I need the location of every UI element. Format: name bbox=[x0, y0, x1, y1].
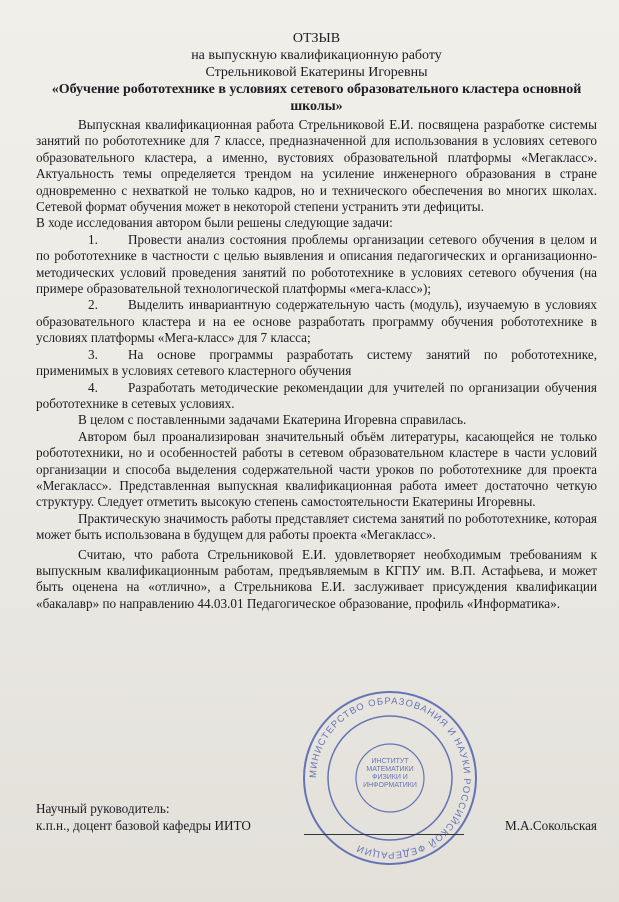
practical-paragraph: Практическую значимость работы представляет система занятий по робототехнике, которая может быть использована в будущем для работы проекта «Мегакласс». bbox=[36, 510, 597, 543]
signature-name: М.А.Сокольская bbox=[505, 818, 597, 833]
document-title: ОТЗЫВ bbox=[292, 31, 341, 46]
task-text: Провести анализ состояния проблемы организации сетевого обучения в целом и по робототехнике в частности с целью выявления и описания педагогических и организационно-методических условий проведения занятий по робототехнике в условиях сетевого обучения (на примере образовательной технологической платформы «мега-класс»); bbox=[36, 231, 597, 297]
task-number: 1. bbox=[88, 231, 98, 247]
task-number: 2. bbox=[88, 297, 98, 313]
task-item bbox=[36, 380, 597, 413]
student-name: Стрельниковой Екатерины Игоревны bbox=[205, 65, 428, 80]
document-body bbox=[36, 117, 597, 612]
document-header bbox=[36, 30, 597, 115]
task-item bbox=[36, 297, 597, 346]
tasks-intro: В ходе исследования автором были решены следующие задачи: bbox=[36, 215, 393, 231]
thesis-topic: «Обучение робототехнике в условиях сетевого образовательного кластера основной школы» bbox=[51, 82, 582, 114]
stamp-outer-text: МИНИСТЕРСТВО ОБРАЗОВАНИЯ И НАУКИ РОССИЙСКОЙ ФЕДЕРАЦИИ bbox=[307, 695, 473, 861]
task-text: Выделить инвариантную содержательную часть (модуль), изучаемую в условиях образовательного кластера и на ее основе разработать программу обучения робототехнике в условиях платформы «Мега-класс» для 7 класса; bbox=[36, 297, 597, 346]
coping-paragraph: В целом с поставленными задачами Екатерина Игоревна справилась. bbox=[78, 412, 467, 428]
task-number: 4. bbox=[88, 379, 98, 395]
document-subtitle: на выпускную квалификационную работу bbox=[191, 48, 442, 63]
task-text: На основе программы разработать систему занятий по робототехнике, применимых в условиях сетевого кластерного обучения bbox=[36, 346, 597, 379]
literature-paragraph: Автором был проанализирован значительный объём литературы, касающейся не только робототехники, но и особенностей работы в сетевом образовательном кластере в части условий организации и способа выделения содержательной части уроков по робототехнике для проекта «Мегакласс». Представленная выпускная квалификационная работа имеет достаточно четкую структуру. Следует отметить высокую степень самостоятельности Екатерины Игоревны. bbox=[36, 428, 597, 510]
stamp-inner-text: ИНСТИТУТ МАТЕМАТИКИ ФИЗИКИ И ИНФОРМАТИКИ bbox=[363, 758, 417, 789]
task-item bbox=[36, 232, 597, 298]
signature-position: к.п.н., доцент базовой кафедры ИИТО bbox=[36, 818, 251, 833]
institution-stamp bbox=[300, 688, 480, 868]
conclusion-paragraph: Считаю, что работа Стрельниковой Е.И. удовлетворяет необходимым требованиям к выпускным квалификационным работам, предъявляемым в КГПУ им. В.П. Астафьева, и может быть оценена на «отлично», а Стрельникова Е.И. заслуживает присуждения квалификации «бакалавр» по направлению 44.03.01 Педагогическое образование, профиль «Информатика». bbox=[36, 546, 597, 611]
signature-block bbox=[36, 800, 597, 834]
task-number: 3. bbox=[88, 346, 98, 362]
task-text: Разработать методические рекомендации для учителей по организации обучения робототехнике в сетевых условиях. bbox=[36, 379, 597, 411]
signature-role: Научный руководитель: bbox=[36, 801, 170, 816]
intro-paragraph: Выпускная квалификационная работа Стрельниковой Е.И. посвящена разработке системы занятий по робототехнике для 7 классе, предназначенной для использования в условиях сетевого образовательного кластера, а именно, вустовиях образовательной платформы «Мегакласс». Актуальность темы определяется трендом на усиление инженерного образования в стране одновременно с нехваткой не только кадров, но и технического обеспечения во многих школах. Сетевой формат обучения может в некоторой степени устранить эти дефициты. bbox=[36, 117, 597, 215]
signature-line bbox=[304, 834, 464, 835]
task-item bbox=[36, 347, 597, 380]
